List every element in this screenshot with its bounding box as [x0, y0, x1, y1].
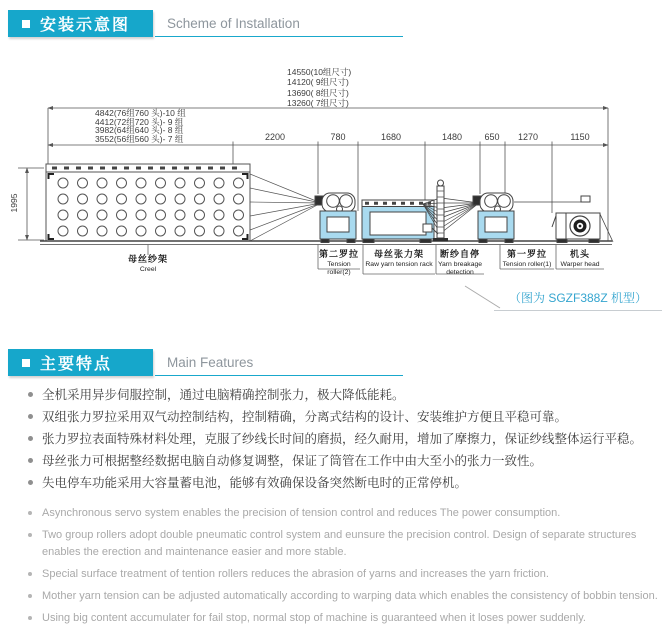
- creel-label-en: Creel: [139, 266, 157, 273]
- dim-label-height-1995: 1995: [8, 193, 19, 213]
- warper-head-drawing: [514, 196, 613, 243]
- dim-label-650: 650: [484, 132, 500, 142]
- yarn-breakage-drawing: [423, 180, 479, 242]
- tension-roller-2-label-cn: 第二罗拉: [318, 249, 359, 259]
- tension-roller-2-label: [316, 247, 362, 278]
- feature-en-text: Asynchronous servo system enables the precision of tension control and reduces The power consumption.: [42, 507, 561, 519]
- tension-roller-1-label-en: Tension roller(1): [502, 261, 552, 268]
- features-section-header: [8, 349, 403, 376]
- yarn-breakage-label: [434, 247, 486, 278]
- dim-label-1480: 1480: [441, 132, 463, 142]
- features-title-box: [8, 349, 153, 376]
- feature-en-item: [28, 588, 666, 605]
- feature-cn-text: 失电停车功能采用大容量蓄电池，能够有效确保设备突然断电时的正常停机。: [42, 476, 468, 490]
- bullet-dot-icon: [28, 436, 33, 441]
- features-list-cn: [28, 388, 664, 498]
- installation-title: 安装示意图: [40, 17, 131, 34]
- dim-label-780: 780: [330, 132, 346, 142]
- features-list-en: [28, 505, 666, 632]
- tension-rack-label-cn: 母丝张力架: [373, 249, 424, 259]
- feature-cn-item: [28, 476, 664, 490]
- dim-label-creel-7: 3552(56组560 头)- 7 组: [95, 134, 184, 144]
- bullet-dot-icon: [28, 458, 33, 463]
- dim-label-1680: 1680: [380, 132, 402, 142]
- feature-en-text: Mother yarn tension can be adjusted automatically according to warping data which enables the consistency of bobbin tension.: [42, 590, 658, 602]
- bullet-dot-icon: [28, 414, 33, 419]
- installation-title-box: [8, 10, 153, 37]
- tension-roller-2-drawing: [315, 193, 356, 243]
- feature-en-item: [28, 610, 666, 627]
- warper-head-label: [554, 247, 606, 269]
- dim-label-1270: 1270: [517, 132, 539, 142]
- feature-cn-item: [28, 410, 664, 424]
- dim-label-total-10: 14550(10组尺寸): [287, 67, 352, 77]
- feature-cn-text: 全机采用异步伺服控制，通过电脑精确控制张力，极大降低能耗。: [42, 388, 405, 402]
- warper-head-label-en: Warper head: [560, 261, 600, 268]
- dim-label-total-9: 14120( 9组尺寸): [287, 77, 349, 87]
- installation-subtitle: Scheme of Installation: [155, 10, 403, 37]
- features-title: 主要特点: [40, 356, 113, 373]
- dim-label-total-8: 13690( 8组尺寸): [287, 88, 349, 98]
- yarn-lines: [250, 174, 321, 241]
- model-caption-wrap: [494, 289, 662, 311]
- installation-diagram: [0, 55, 672, 325]
- feature-cn-item: [28, 388, 664, 402]
- creel-drawing: [46, 164, 250, 241]
- square-bullet-icon: [22, 359, 30, 367]
- yarn-breakage-label-cn: 断纱自停: [439, 249, 480, 259]
- installation-section-header: [8, 10, 403, 37]
- feature-en-item: [28, 505, 666, 522]
- tension-roller-1-drawing: [473, 193, 514, 243]
- dim-label-1150: 1150: [570, 132, 590, 142]
- feature-en-item: [28, 527, 666, 561]
- feature-cn-text: 双组张力罗拉采用双气动控制结构，控制精确，分离式结构的设计、安装维护方便且平稳可靠。: [42, 410, 568, 424]
- dim-label-creel-9: 4412(72组720 头)- 9 组: [95, 117, 184, 127]
- feature-en-text: Two group rollers adopt double pneumatic control system and eunsure the precision control. Design of separate structures enables the erection and maintenance easier and more stable.: [42, 529, 637, 558]
- bullet-dot-icon: [28, 616, 32, 620]
- yarn-breakage-label-en: Yarn breakage detection: [437, 261, 483, 277]
- creel-label-cn: 母丝纱架: [127, 254, 168, 264]
- dim-label-total-7: 13260( 7组尺寸): [287, 98, 349, 108]
- tension-rack-drawing: [362, 200, 434, 243]
- bullet-dot-icon: [28, 533, 32, 537]
- creel-label: [108, 252, 188, 274]
- feature-en-text: Special surface treatment of tention rollers reduces the abrasion of yarns and increases the yarn friction.: [42, 568, 549, 580]
- feature-cn-text: 母丝张力可根据整经数据电脑自动修复调整，保证了筒管在工作中由大至小的张力一致性。: [42, 454, 543, 468]
- model-caption: （图为 SGZF388Z 机型）: [508, 291, 648, 305]
- tension-roller-1-label: [499, 247, 555, 269]
- features-subtitle: Main Features: [155, 349, 403, 376]
- square-bullet-icon: [22, 20, 30, 28]
- tension-rack-label: [363, 247, 435, 269]
- warper-head-label-cn: 机头: [569, 249, 590, 259]
- feature-cn-item: [28, 454, 664, 468]
- feature-en-item: [28, 566, 666, 583]
- bullet-dot-icon: [28, 480, 33, 485]
- feature-en-text: Using big content accumulater for fail stop, normal stop of machine is guaranteed when it loses power suddenly.: [42, 612, 586, 624]
- tension-roller-1-label-cn: 第一罗拉: [506, 249, 547, 259]
- feature-cn-item: [28, 432, 664, 446]
- bullet-dot-icon: [28, 594, 32, 598]
- dim-label-creel-8: 3982(64组640 头)- 8 组: [95, 125, 184, 135]
- dim-label-2200: 2200: [264, 132, 286, 142]
- tension-rack-label-en: Raw yarn tension rack: [365, 261, 433, 268]
- feature-cn-text: 张力罗拉表面特殊材料处理，克服了纱线长时间的磨损，经久耐用，增加了摩擦力，保证纱线整体运行平稳。: [42, 432, 643, 446]
- dim-label-creel-10: 4842(76组760 头)-10 组: [95, 108, 186, 118]
- bullet-dot-icon: [28, 392, 33, 397]
- bullet-dot-icon: [28, 511, 32, 515]
- bullet-dot-icon: [28, 572, 32, 576]
- height-dimension-line: [18, 168, 44, 240]
- tension-roller-2-label-en: Tension roller(2): [327, 261, 351, 277]
